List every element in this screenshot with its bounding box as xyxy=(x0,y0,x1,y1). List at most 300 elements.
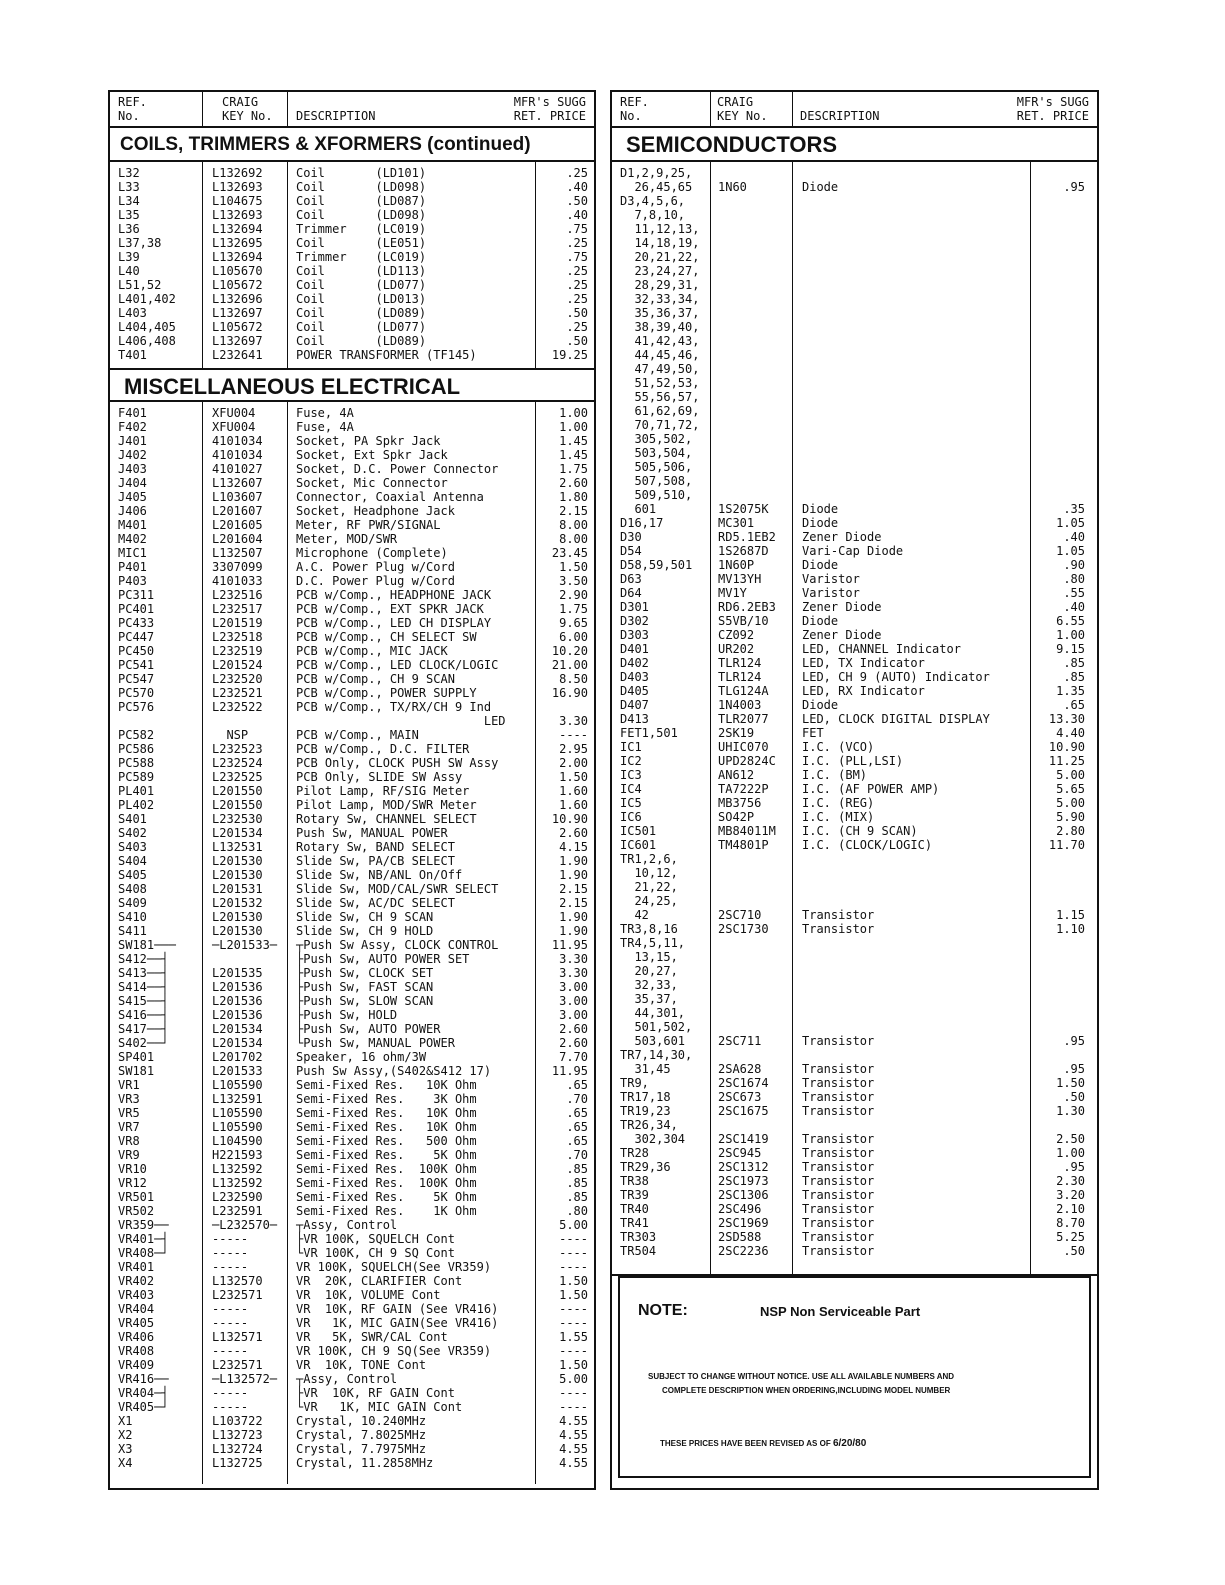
part-key: ----- xyxy=(212,1400,249,1414)
table-row xyxy=(110,208,594,222)
table-row xyxy=(110,1316,594,1330)
price-header xyxy=(514,95,586,123)
part-price: .55 xyxy=(1063,586,1085,600)
part-description: PCB w/Comp., LED CLOCK/LOGIC xyxy=(296,658,499,672)
part-key: L201530 xyxy=(212,910,263,924)
part-description: Transistor xyxy=(802,1202,875,1216)
part-ref: VR8 xyxy=(118,1134,140,1148)
part-price: 4.55 xyxy=(559,1428,588,1442)
part-key: L232517 xyxy=(212,602,263,616)
part-description: VR 20K, CLARIFIER Cont xyxy=(296,1274,463,1288)
part-description: Coil (LD089) xyxy=(296,334,427,348)
part-key: L132694 xyxy=(212,250,263,264)
part-key: 2SC1969 xyxy=(718,1216,769,1230)
part-ref: S402──┘ xyxy=(118,1036,169,1050)
part-ref: L33 xyxy=(118,180,140,194)
part-description: Coil (LD098) xyxy=(296,180,427,194)
table-row xyxy=(110,518,594,532)
part-ref: SW181─── xyxy=(118,938,176,952)
part-key: TA7222P xyxy=(718,782,769,796)
part-ref: S414──┤ xyxy=(118,980,169,994)
part-key: 2SC1675 xyxy=(718,1104,769,1118)
table-row xyxy=(110,602,594,616)
part-key: NSP xyxy=(212,728,249,742)
part-price: .85 xyxy=(566,1162,588,1176)
part-key: ─L232570─ xyxy=(212,1218,278,1232)
part-key: L105672 xyxy=(212,278,263,292)
part-description: ├Push Sw, CLOCK SET xyxy=(296,966,434,980)
table-row xyxy=(612,642,1097,656)
part-key: 3307099 xyxy=(212,560,263,574)
part-ref: S408 xyxy=(118,882,147,896)
note-subject-line2: COMPLETE DESCRIPTION WHEN ORDERING,INCLUDING MODEL NUMBER xyxy=(662,1386,951,1395)
part-ref: VR3 xyxy=(118,1092,140,1106)
part-description: Semi-Fixed Res. 10K Ohm xyxy=(296,1078,477,1092)
table-row xyxy=(110,532,594,546)
part-key: L132695 xyxy=(212,236,263,250)
part-description: D.C. Power Plug w/Cord xyxy=(296,574,455,588)
part-description: Socket, D.C. Power Connector xyxy=(296,462,499,476)
part-ref: D54 xyxy=(620,544,642,558)
note-subject-line1: SUBJECT TO CHANGE WITHOUT NOTICE. USE ALL AVAILABLE NUMBERS AND xyxy=(648,1372,955,1381)
part-description: ┬Push Sw Assy, CLOCK CONTROL xyxy=(296,938,499,952)
part-description: ├Push Sw, HOLD xyxy=(296,1008,398,1022)
part-description: Push Sw, MANUAL POWER xyxy=(296,826,448,840)
key-header xyxy=(717,95,768,123)
part-key: ----- xyxy=(212,1260,249,1274)
table-row xyxy=(110,1148,594,1162)
part-description: A.C. Power Plug w/Cord xyxy=(296,560,455,574)
part-ref: L406,408 xyxy=(118,334,176,348)
table-row xyxy=(110,292,594,306)
table-row xyxy=(110,1120,594,1134)
part-description: Diode xyxy=(802,516,839,530)
part-description: Transistor xyxy=(802,922,875,936)
part-key: 1S2687D xyxy=(718,544,769,558)
part-ref: PC401 xyxy=(118,602,155,616)
part-ref: X3 xyxy=(118,1442,133,1456)
part-ref: VR401─┤ xyxy=(118,1232,169,1246)
part-price: 2.15 xyxy=(559,504,588,518)
part-description: Semi-Fixed Res. 5K Ohm xyxy=(296,1190,477,1204)
part-ref: VR416── xyxy=(118,1372,169,1386)
part-price: .50 xyxy=(1063,1090,1085,1104)
part-price: 2.95 xyxy=(559,742,588,756)
part-description: PCB w/Comp., MAIN xyxy=(296,728,419,742)
part-price: ---- xyxy=(559,1302,588,1316)
part-description: Vari-Cap Diode xyxy=(802,544,904,558)
table-row xyxy=(110,264,594,278)
part-description: Coil (LD113) xyxy=(296,264,427,278)
table-row xyxy=(110,658,594,672)
part-key: MB3756 xyxy=(718,796,762,810)
part-ref: PC582 xyxy=(118,728,155,742)
part-ref: P401 xyxy=(118,560,147,574)
part-ref: D64 xyxy=(620,586,642,600)
part-key: L201524 xyxy=(212,658,263,672)
coils-section-title: COILS, TRIMMERS & XFORMERS (continued) xyxy=(110,128,594,162)
table-row xyxy=(612,530,1097,544)
part-description: Trimmer (LC019) xyxy=(296,250,427,264)
part-key: 2SC2236 xyxy=(718,1244,769,1258)
table-row xyxy=(110,194,594,208)
part-price: 2.15 xyxy=(559,882,588,896)
part-description: Crystal, 11.2858MHz xyxy=(296,1456,434,1470)
table-row xyxy=(110,770,594,784)
table-row xyxy=(110,868,594,882)
note-subject-text xyxy=(648,1370,954,1398)
part-key: L132570 xyxy=(212,1274,263,1288)
table-row xyxy=(612,1104,1097,1118)
part-key: 2SC1306 xyxy=(718,1188,769,1202)
part-price: 8.00 xyxy=(559,532,588,546)
part-key: L201536 xyxy=(212,980,263,994)
table-row xyxy=(110,1232,594,1246)
part-ref: VR502 xyxy=(118,1204,155,1218)
part-ref: D403 xyxy=(620,670,649,684)
table-row xyxy=(612,670,1097,684)
part-ref: TR28 xyxy=(620,1146,649,1160)
part-price: 1.50 xyxy=(559,770,588,784)
table-row xyxy=(612,740,1097,754)
part-price: 3.00 xyxy=(559,994,588,1008)
part-price: 2.10 xyxy=(1056,1202,1085,1216)
part-key: L105590 xyxy=(212,1120,263,1134)
part-key: L201605 xyxy=(212,518,263,532)
part-key: ----- xyxy=(212,1246,249,1260)
table-row xyxy=(110,1288,594,1302)
part-key: L132697 xyxy=(212,306,263,320)
part-key: L103722 xyxy=(212,1414,263,1428)
table-row xyxy=(612,922,1097,936)
part-price: 5.65 xyxy=(1056,782,1085,796)
part-price: .85 xyxy=(566,1176,588,1190)
part-price: .65 xyxy=(566,1120,588,1134)
part-key: L201534 xyxy=(212,1022,263,1036)
part-description: PCB w/Comp., CH SELECT SW xyxy=(296,630,477,644)
key-header-line1: CRAIG xyxy=(717,95,754,109)
part-ref: TR41 xyxy=(620,1216,649,1230)
part-key: 2SC1730 xyxy=(718,922,769,936)
part-ref: VR401 xyxy=(118,1260,155,1274)
part-price: 2.80 xyxy=(1056,824,1085,838)
part-ref: TR17,18 xyxy=(620,1090,671,1104)
part-price: 2.60 xyxy=(559,826,588,840)
part-ref: J403 xyxy=(118,462,147,476)
table-row xyxy=(110,180,594,194)
part-price: 1.45 xyxy=(559,434,588,448)
part-key: 2SC673 xyxy=(718,1090,762,1104)
part-price: 1.75 xyxy=(559,602,588,616)
part-price: .65 xyxy=(566,1134,588,1148)
part-price: .50 xyxy=(566,334,588,348)
part-description: Slide Sw, CH 9 SCAN xyxy=(296,910,434,924)
table-row xyxy=(110,644,594,658)
part-ref: S403 xyxy=(118,840,147,854)
part-ref: D303 xyxy=(620,628,649,642)
part-ref: VR9 xyxy=(118,1148,140,1162)
part-key: 2SA628 xyxy=(718,1062,762,1076)
part-price: .35 xyxy=(1063,502,1085,516)
table-row xyxy=(110,250,594,264)
part-key: MB84011M xyxy=(718,824,776,838)
part-description: Transistor xyxy=(802,908,875,922)
part-description: Semi-Fixed Res. 10K Ohm xyxy=(296,1120,477,1134)
part-key: CZ092 xyxy=(718,628,755,642)
part-description: ├Push Sw, FAST SCAN xyxy=(296,980,434,994)
table-row xyxy=(612,726,1097,740)
part-key: L132592 xyxy=(212,1176,263,1190)
part-key: ----- xyxy=(212,1344,249,1358)
part-price: 5.25 xyxy=(1056,1230,1085,1244)
table-row xyxy=(612,614,1097,628)
part-key: 2SC496 xyxy=(718,1202,762,1216)
part-description: Crystal, 7.8025MHz xyxy=(296,1428,427,1442)
table-row xyxy=(612,712,1097,726)
part-ref: S415──┤ xyxy=(118,994,169,1008)
part-ref: S409 xyxy=(118,896,147,910)
table-row xyxy=(612,1230,1097,1244)
part-price: .40 xyxy=(566,208,588,222)
part-ref: FET1,501 xyxy=(620,726,678,740)
part-key: L232519 xyxy=(212,644,263,658)
part-key: ----- xyxy=(212,1232,249,1246)
part-key: L201519 xyxy=(212,616,263,630)
part-description: Connector, Coaxial Antenna xyxy=(296,490,484,504)
part-ref: S405 xyxy=(118,868,147,882)
part-ref: TR1,2,6, 10,12, 21,22, 24,25, 42 xyxy=(620,852,678,922)
part-price: 11.95 xyxy=(551,938,588,952)
part-description: Semi-Fixed Res. 500 Ohm xyxy=(296,1134,477,1148)
part-key: 2SK19 xyxy=(718,726,755,740)
part-price: .25 xyxy=(566,320,588,334)
part-key: L232590 xyxy=(212,1190,263,1204)
table-row xyxy=(612,572,1097,586)
part-key: ----- xyxy=(212,1302,249,1316)
table-row xyxy=(612,586,1097,600)
part-description: Rotary Sw, BAND SELECT xyxy=(296,840,455,854)
part-price: .70 xyxy=(566,1092,588,1106)
table-row xyxy=(110,630,594,644)
part-description: Diode xyxy=(802,698,839,712)
part-price: .65 xyxy=(566,1078,588,1092)
part-description: I.C. (MIX) xyxy=(802,810,875,824)
part-description: Transistor xyxy=(802,1034,875,1048)
part-price: 5.00 xyxy=(1056,796,1085,810)
part-key: L232525 xyxy=(212,770,263,784)
part-ref: S404 xyxy=(118,854,147,868)
part-price: 8.70 xyxy=(1056,1216,1085,1230)
part-ref: D30 xyxy=(620,530,642,544)
part-key: 4101027 xyxy=(212,462,263,476)
part-key: 4101033 xyxy=(212,574,263,588)
part-description: PCB w/Comp., MIC JACK xyxy=(296,644,448,658)
part-key: H221593 xyxy=(212,1148,263,1162)
part-description: Coil (LD101) xyxy=(296,166,427,180)
part-ref: TR3,8,16 xyxy=(620,922,678,936)
table-row xyxy=(110,756,594,770)
table-row xyxy=(110,1162,594,1176)
part-price: 3.00 xyxy=(559,980,588,994)
part-ref: S410 xyxy=(118,910,147,924)
part-ref: D1,2,9,25, 26,45,65 D3,4,5,6, 7,8,10, 11,12,13, 14,18,19, 20,21,22, 23,24,27, 28,29,31, 32,33,34, 35,36,37, 38,39,40, 41,42,43, 44,45,46, 47,49,50, 51,52,53, 55,56,57, 61,62,69, 70,71,72, 305,502, 503,504, 505,506, 507,508, 509,510, 601 xyxy=(620,166,700,516)
table-row xyxy=(110,980,594,994)
part-ref: PC433 xyxy=(118,616,155,630)
table-row xyxy=(110,924,594,938)
part-description: Slide Sw, AC/DC SELECT xyxy=(296,896,455,910)
table-row xyxy=(110,1372,594,1386)
part-ref: TR7,14,30, 31,45 xyxy=(620,1048,693,1076)
part-ref: IC5 xyxy=(620,796,642,810)
price-header-line1: MFR's SUGG xyxy=(1016,95,1089,109)
table-row xyxy=(110,434,594,448)
part-description: PCB w/Comp., HEADPHONE JACK xyxy=(296,588,492,602)
table-row xyxy=(110,320,594,334)
table-row xyxy=(110,812,594,826)
part-ref: J406 xyxy=(118,504,147,518)
table-row xyxy=(110,1078,594,1092)
part-price: ---- xyxy=(559,1232,588,1246)
table-row xyxy=(612,838,1097,852)
part-description: VR 1K, MIC GAIN(See VR416) xyxy=(296,1316,499,1330)
table-row xyxy=(612,544,1097,558)
part-description: LED, CH 9 (AUTO) Indicator xyxy=(802,670,990,684)
part-ref: D405 xyxy=(620,684,649,698)
part-price: 8.50 xyxy=(559,672,588,686)
table-row xyxy=(612,754,1097,768)
price-header xyxy=(1017,95,1089,123)
part-description: Slide Sw, MOD/CAL/SWR SELECT xyxy=(296,882,499,896)
table-row xyxy=(110,910,594,924)
part-key: S5VB/10 xyxy=(718,614,769,628)
table-row xyxy=(612,1174,1097,1188)
part-description: Diode xyxy=(802,558,839,572)
part-price: 2.50 xyxy=(1056,1132,1085,1146)
right-parts-panel xyxy=(610,90,1099,1490)
part-ref: VR406 xyxy=(118,1330,155,1344)
table-row xyxy=(110,1260,594,1274)
part-price: 2.60 xyxy=(559,476,588,490)
key-header-line2: KEY No. xyxy=(717,109,768,123)
part-price: .25 xyxy=(566,236,588,250)
part-ref: L37,38 xyxy=(118,236,162,250)
table-row xyxy=(612,502,1097,516)
part-ref: PC588 xyxy=(118,756,155,770)
table-row xyxy=(110,952,594,966)
part-key: ─L132572─ xyxy=(212,1372,278,1386)
note-box xyxy=(618,1276,1091,1478)
part-price: .50 xyxy=(566,306,588,320)
part-ref: L39 xyxy=(118,250,140,264)
part-key: 1N4003 xyxy=(718,698,762,712)
part-price: .65 xyxy=(566,1106,588,1120)
part-price: 4.40 xyxy=(1056,726,1085,740)
part-description: PCB Only, SLIDE SW Assy xyxy=(296,770,463,784)
part-key: L132591 xyxy=(212,1092,263,1106)
table-row xyxy=(110,406,594,420)
price-header-line1: MFR's SUGG xyxy=(513,95,586,109)
ref-header xyxy=(118,95,147,123)
part-ref: VR7 xyxy=(118,1120,140,1134)
part-ref: D302 xyxy=(620,614,649,628)
ref-header xyxy=(620,95,649,123)
part-ref: TR504 xyxy=(620,1244,657,1258)
part-ref: D301 xyxy=(620,600,649,614)
part-description: LED, CHANNEL Indicator xyxy=(802,642,961,656)
key-header-line2: KEY No. xyxy=(222,109,273,123)
part-price: 4.55 xyxy=(559,1456,588,1470)
part-key: ----- xyxy=(212,1386,249,1400)
part-ref: L32 xyxy=(118,166,140,180)
part-key: UHIC070 xyxy=(718,740,769,754)
part-price: 1.55 xyxy=(559,1330,588,1344)
part-key: L201530 xyxy=(212,924,263,938)
part-key: MV13YH xyxy=(718,572,762,586)
part-ref: VR405─┘ xyxy=(118,1400,169,1414)
part-ref: VR5 xyxy=(118,1106,140,1120)
part-key: L132693 xyxy=(212,180,263,194)
part-description: Semi-Fixed Res. 10K Ohm xyxy=(296,1106,477,1120)
part-description: PCB w/Comp., LED CH DISPLAY xyxy=(296,616,492,630)
part-ref: PC586 xyxy=(118,742,155,756)
ref-header-line2: No. xyxy=(118,109,140,123)
part-price: 7.70 xyxy=(559,1050,588,1064)
table-row xyxy=(110,700,594,714)
part-key: RD5.1EB2 xyxy=(718,530,776,544)
part-description: VR 10K, TONE Cont xyxy=(296,1358,427,1372)
part-price: .85 xyxy=(1063,670,1085,684)
part-ref: IC3 xyxy=(620,768,642,782)
part-ref: X4 xyxy=(118,1456,133,1470)
part-price: 1.05 xyxy=(1056,544,1085,558)
part-key: L201550 xyxy=(212,798,263,812)
part-key: RD6.2EB3 xyxy=(718,600,776,614)
part-ref: PC576 xyxy=(118,700,155,714)
part-price: 9.65 xyxy=(559,616,588,630)
part-description: Transistor xyxy=(802,1160,875,1174)
part-description: I.C. (CH 9 SCAN) xyxy=(802,824,918,838)
part-description: Crystal, 7.7975MHz xyxy=(296,1442,427,1456)
part-key: 2SD588 xyxy=(718,1230,762,1244)
part-key: L232523 xyxy=(212,742,263,756)
part-ref: P403 xyxy=(118,574,147,588)
part-ref: L36 xyxy=(118,222,140,236)
part-description: PCB w/Comp., D.C. FILTER xyxy=(296,742,470,756)
table-row xyxy=(110,1204,594,1218)
part-price: .25 xyxy=(566,278,588,292)
part-description: Zener Diode xyxy=(802,530,882,544)
part-key: XFU004 xyxy=(212,420,256,434)
table-row xyxy=(612,628,1097,642)
table-row xyxy=(110,938,594,952)
table-row xyxy=(110,476,594,490)
part-ref: F401 xyxy=(118,406,147,420)
part-price: 1.80 xyxy=(559,490,588,504)
part-price: 2.60 xyxy=(559,1036,588,1050)
part-ref: X2 xyxy=(118,1428,133,1442)
note-title: NOTE: xyxy=(638,1302,688,1319)
table-row xyxy=(110,334,594,348)
table-row xyxy=(110,490,594,504)
part-key: L103607 xyxy=(212,490,263,504)
part-description: Semi-Fixed Res. 5K Ohm xyxy=(296,1148,477,1162)
part-key: 2SC945 xyxy=(718,1146,762,1160)
part-key: L201702 xyxy=(212,1050,263,1064)
part-description: Coil (LD089) xyxy=(296,306,427,320)
part-description: POWER TRANSFORMER (TF145) xyxy=(296,348,477,362)
part-key: L132692 xyxy=(212,166,263,180)
part-ref: D401 xyxy=(620,642,649,656)
